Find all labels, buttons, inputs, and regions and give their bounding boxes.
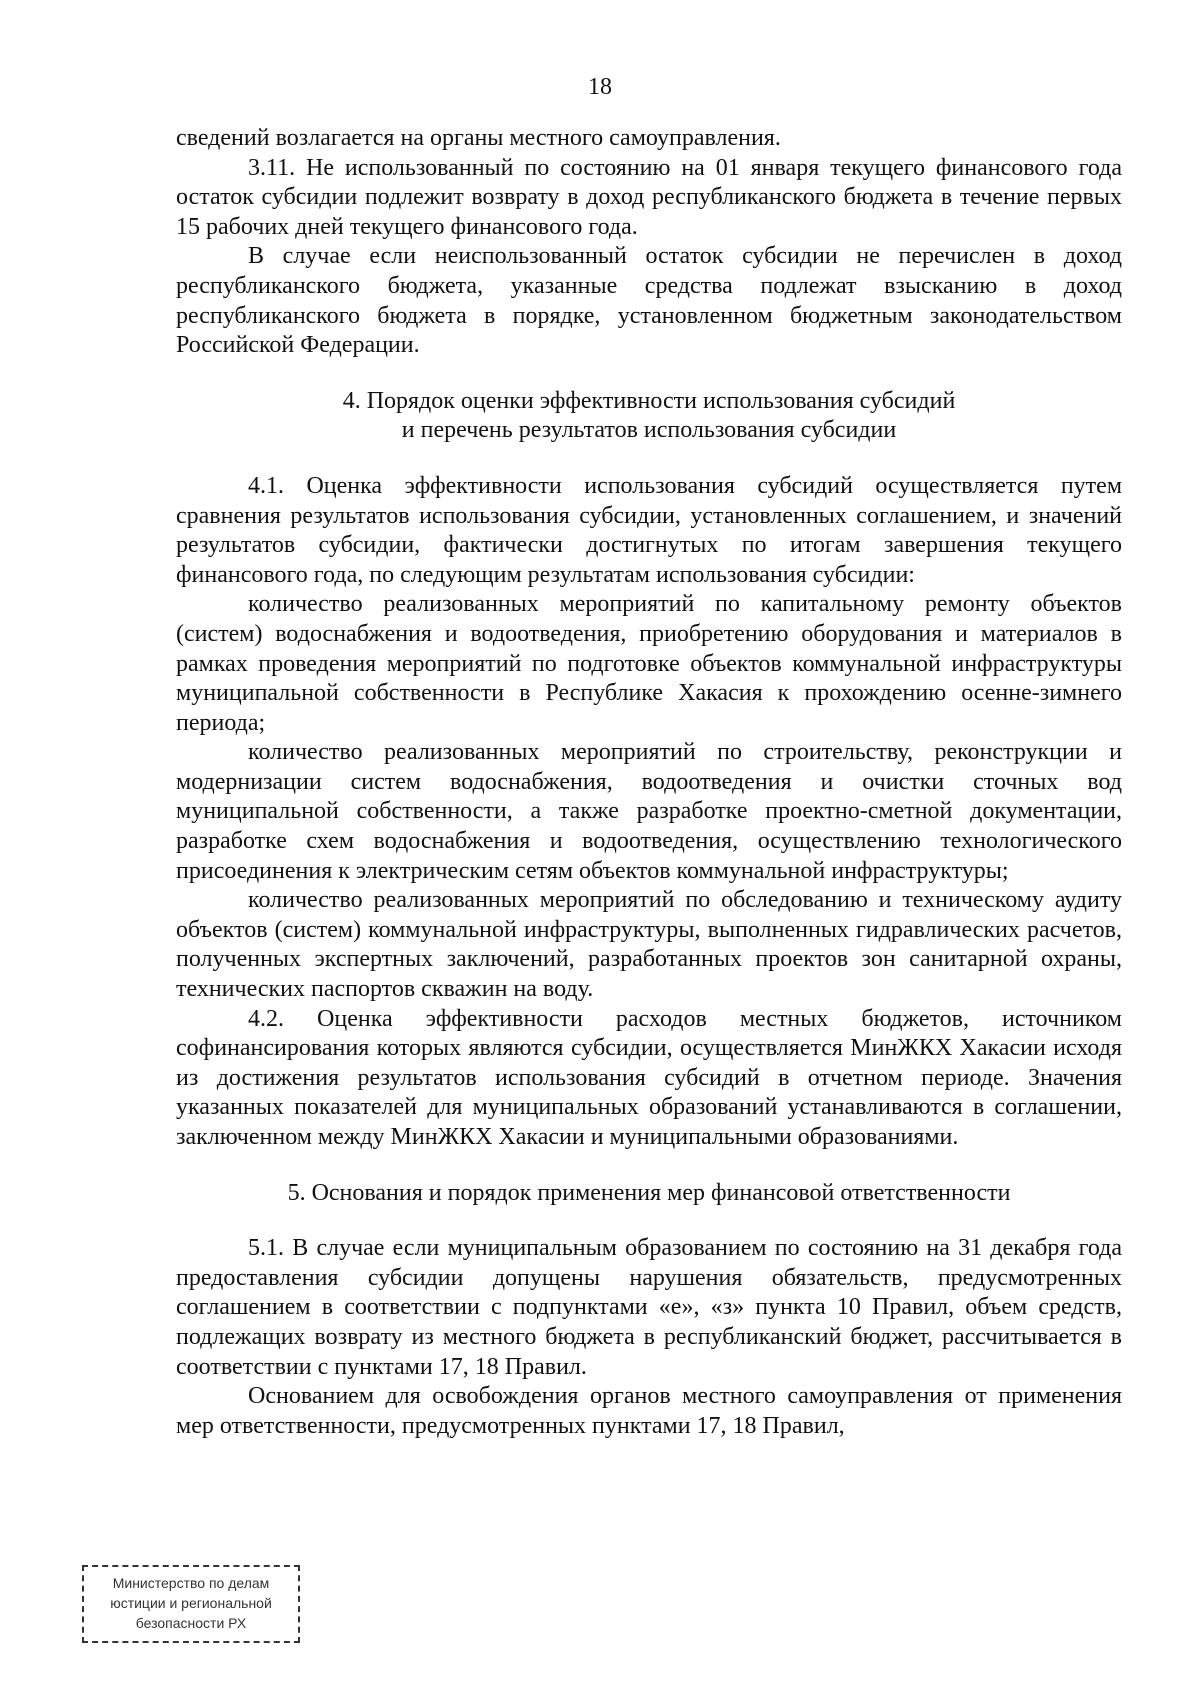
section-4-heading-line2: и перечень результатов использования субсидии xyxy=(401,417,897,444)
paragraph-4-2: 4.2. Оценка эффективности расходов местных бюджетов, источником софинансирования которых являются субсидии, осуществляется МинЖКХ Хакасии исходя из достижения результатов использования субсидий в отчетном периоде. Значения указанных показателей для муниципальных образований устанавливаются в соглашении, заключенном между МинЖКХ Хакасии и муниципальными образованиями. xyxy=(176,1005,1122,1150)
stamp-line: Министерство по делам xyxy=(112,1575,270,1591)
section-5-heading: 5. Основания и порядок применения мер финансовой ответственности xyxy=(287,1179,1011,1206)
paragraph-3-11: 3.11. Не использованный по состоянию на 01 января текущего финансового года остаток субсидии подлежит возврату в доход республиканского бюджета в течение первых 15 рабочих дней текущего финансового года. xyxy=(176,154,1122,240)
paragraph-5-1: 5.1. В случае если муниципальным образованием по состоянию на 31 декабря года предоставления субсидии допущены нарушения обязательств, предусмотренных соглашением в соответствии с подпунктами «е», «з» пункта 10 Правил, объем средств, подлежащих возврату из местного бюджета в республиканский бюджет, рассчитывается в соответствии с пунктами 17, 18 Правил. xyxy=(176,1235,1122,1380)
document-body xyxy=(176,124,1122,1441)
result-item-construction: количество реализованных мероприятий по строительству, реконструкции и модернизации систем водоснабжения, водоотведения и очистки сточных вод муниципальной собственности, а также разработке проектно-сметной документации, разработке схем водоснабжения и водоотведения, осуществлению технологического присоединения к электрическим сетям объектов коммунальной инфраструктуры; xyxy=(176,739,1122,884)
ministry-stamp xyxy=(82,1565,300,1643)
section-4-heading-line1: 4. Порядок оценки эффективности использования субсидий xyxy=(342,387,956,414)
stamp-line: юстиции и региональной xyxy=(110,1595,272,1611)
page-number: 18 xyxy=(588,74,612,100)
paragraph-4-1: 4.1. Оценка эффективности использования субсидий осуществляется путем сравнения результатов использования субсидии, установленных соглашением, и значений результатов субсидии, фактически достигнутых по итогам завершения текущего финансового года, по следующим результатам использования субсидии: xyxy=(176,472,1122,588)
result-item-capital-repair: количество реализованных мероприятий по капитальному ремонту объектов (систем) водоснабжения и водоотведения, приобретению оборудования и материалов в рамках проведения мероприятий по подготовке объектов коммунальной инфраструктуры муниципальной собственности в Республике Хакасия к прохождению осенне-зимнего периода; xyxy=(176,591,1122,736)
paragraph-return-case: В случае если неиспользованный остаток субсидии не перечислен в доход республиканского бюджета, указанные средства подлежат взысканию в доход республиканского бюджета в порядке, установленном бюджетным законодательством Российской Федерации. xyxy=(176,243,1122,359)
paragraph-exemption: Основанием для освобождения органов местного самоуправления от применения мер ответственности, предусмотренных пунктами 17, 18 Правил, xyxy=(176,1383,1122,1439)
stamp-line: безопасности РХ xyxy=(135,1615,247,1631)
result-item-audit: количество реализованных мероприятий по обследованию и техническому аудиту объектов (систем) коммунальной инфраструктуры, выполненных гидравлических расчетов, полученных экспертных заключений, разработанных проектов зон санитарной охраны, технических паспортов скважин на воду. xyxy=(176,887,1122,1003)
paragraph-continuation: сведений возлагается на органы местного самоуправления. xyxy=(176,125,781,151)
